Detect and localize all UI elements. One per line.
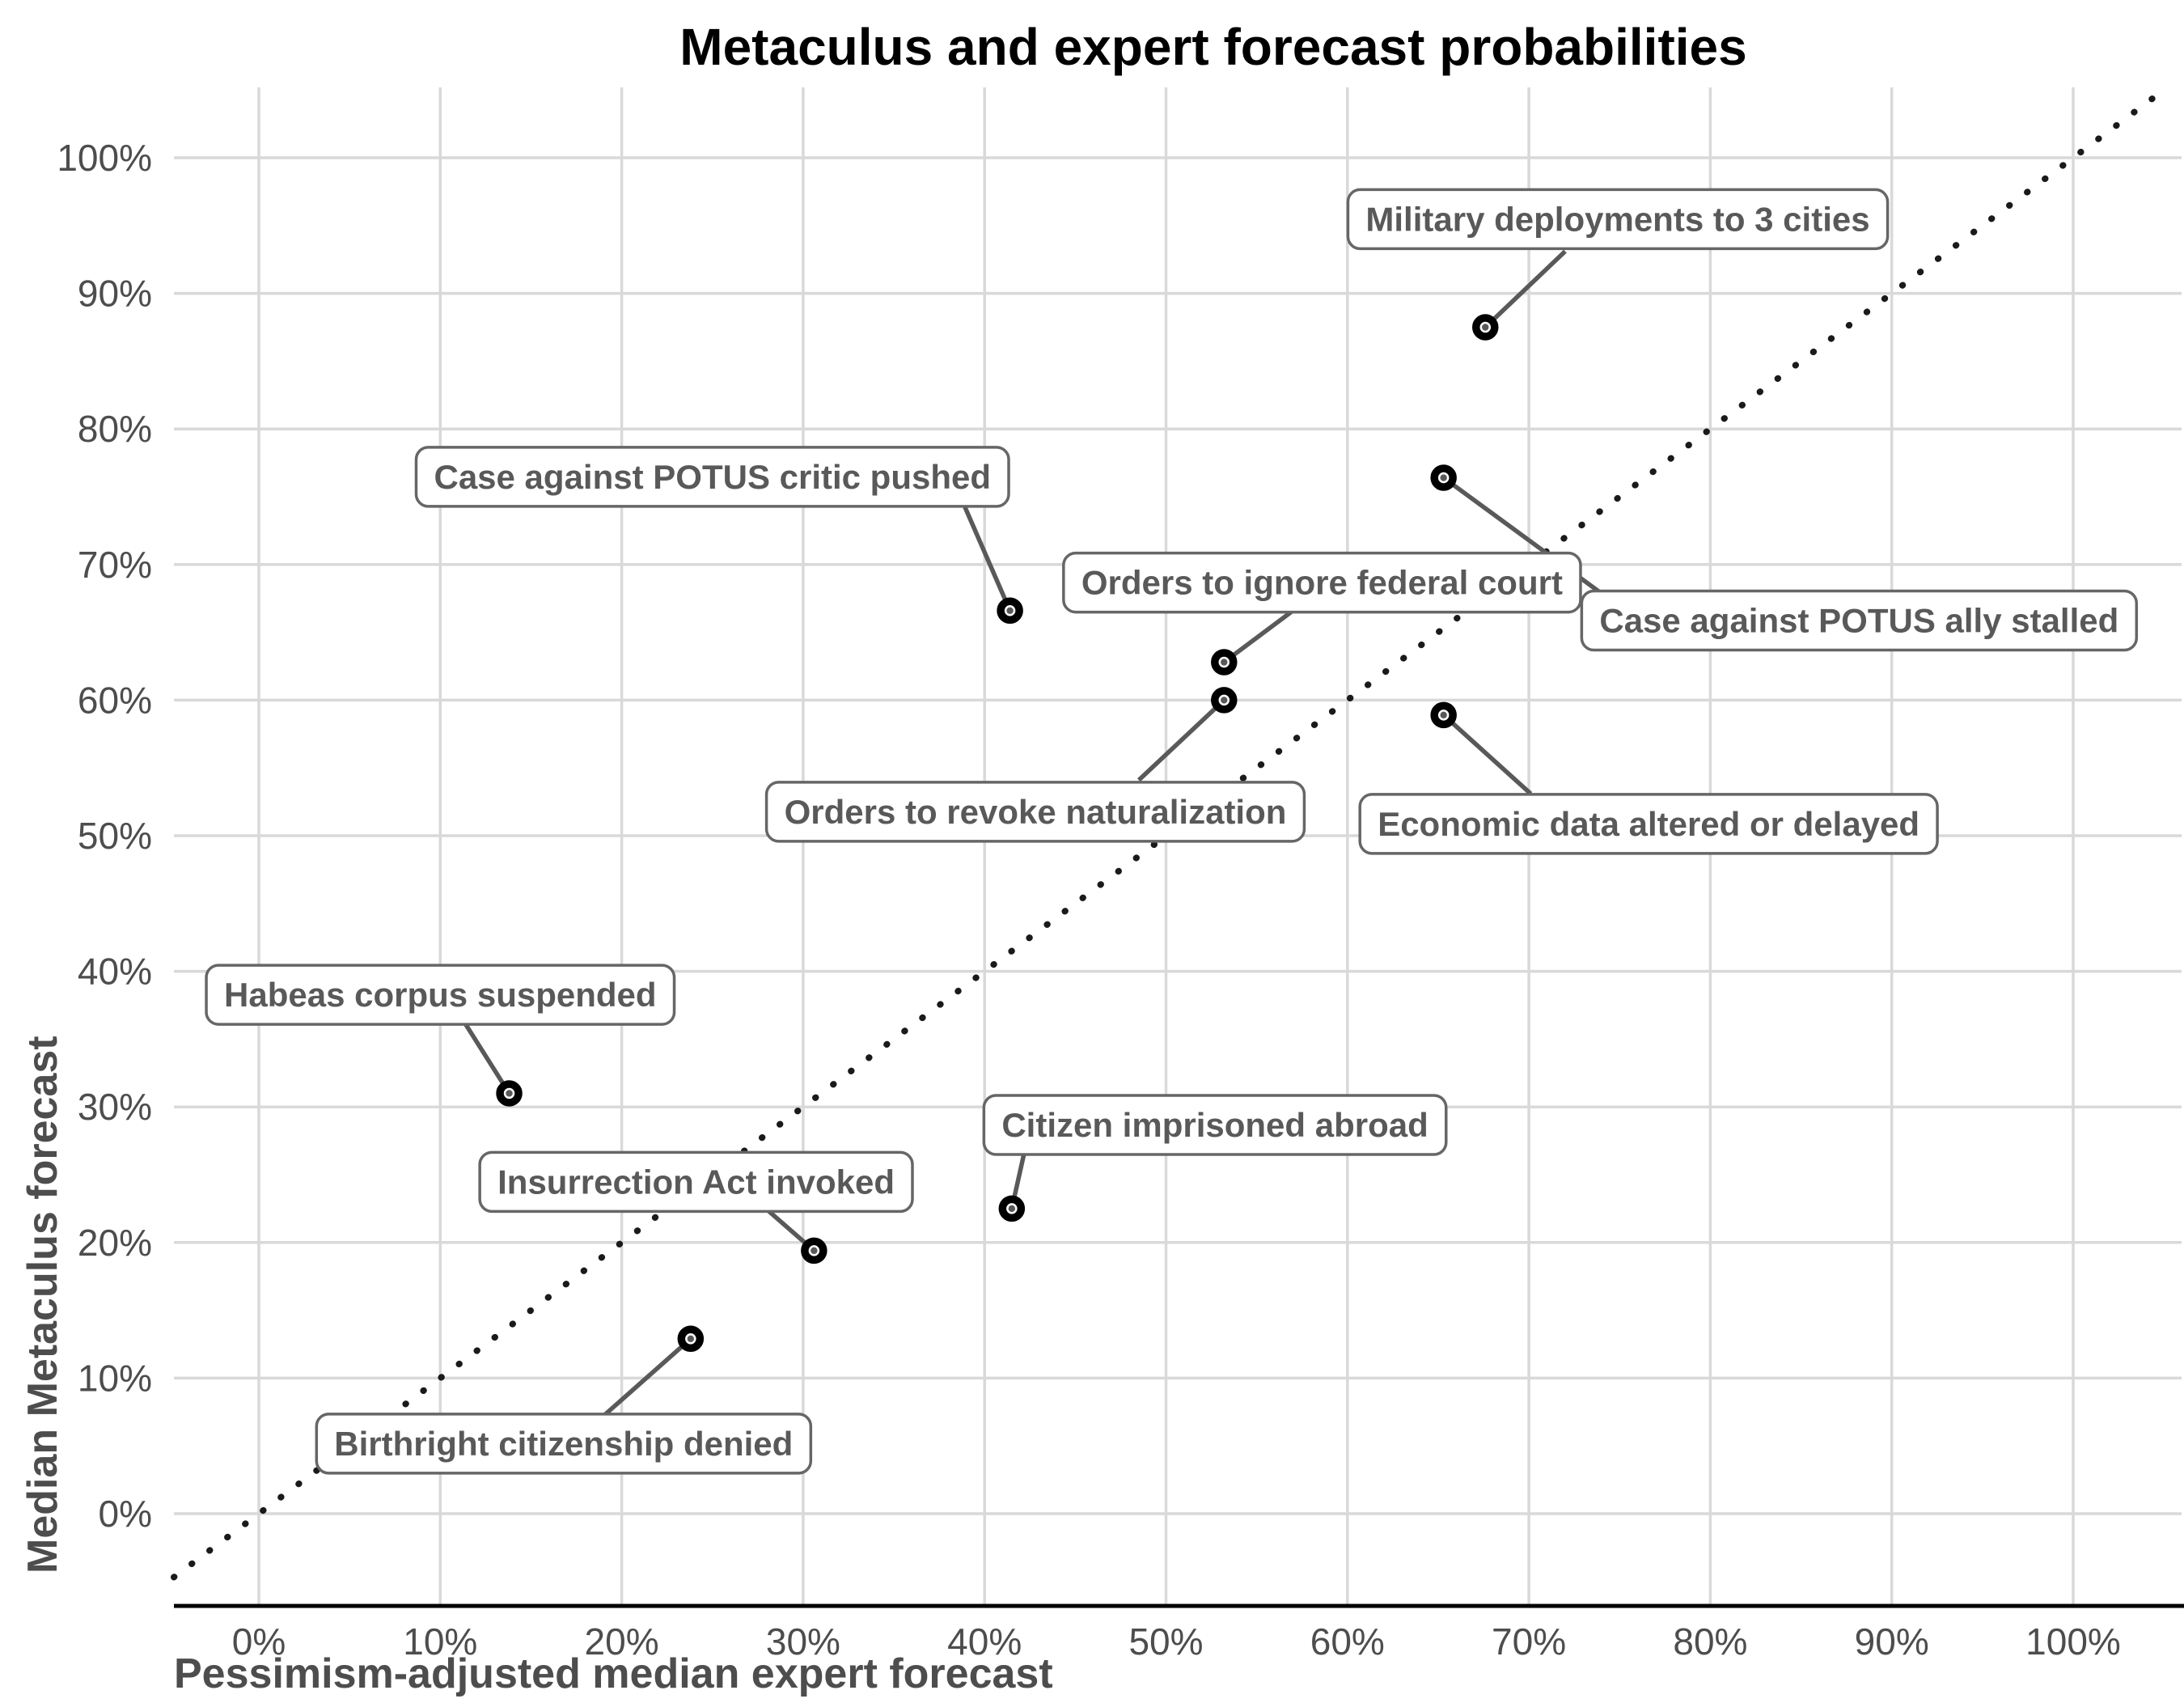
leader-line [963,502,1009,611]
point-label-text: Birthright citizenship denied [334,1424,794,1463]
point-label-text: Orders to ignore federal court [1081,563,1563,602]
x-axis-title: Pessimism-adjusted median expert forecast [174,1650,1053,1697]
point-label-text: Orders to revoke naturalization [784,792,1287,831]
x-tick-label: 60% [1310,1620,1385,1663]
data-point-center-dot [811,1248,817,1254]
y-tick-label: 0% [98,1493,152,1535]
data-point-center-dot [688,1336,694,1342]
data-point-center-dot [1221,697,1227,703]
point-label-text: Case against POTUS critic pushed [434,457,992,496]
x-tick-label: 10% [403,1620,478,1663]
data-point-center-dot [1482,324,1488,330]
data-point-center-dot [1006,608,1013,614]
x-tick-label: 0% [231,1620,286,1663]
x-tick-label: 90% [1854,1620,1929,1663]
y-tick-label: 80% [77,408,152,451]
y-tick-label: 50% [77,815,152,857]
point-label [1360,794,1937,854]
y-tick-label: 30% [77,1086,152,1129]
x-tick-label: 70% [1492,1620,1567,1663]
y-tick-label: 70% [77,543,152,586]
point-label [1581,591,2136,650]
leader-line [1139,700,1224,780]
point-label [767,782,1305,841]
data-point-center-dot [1440,712,1446,718]
y-axis-title: Median Metaculus forecast [19,1036,66,1574]
point-label-text: Economic data altered or delayed [1378,804,1920,843]
point-label [1348,189,1887,248]
point-labels [206,189,2136,1472]
data-point-center-dot [1440,474,1446,481]
leader-line [1444,715,1531,794]
x-tick-label: 50% [1128,1620,1204,1663]
x-tick-label: 100% [2025,1620,2121,1663]
point-label [206,965,675,1024]
point-label-text: Military deployments to 3 cities [1365,200,1870,239]
y-tick-label: 90% [77,272,152,315]
x-tick-label: 40% [947,1620,1022,1663]
chart-title: Metaculus and expert forecast probabilities [679,18,1747,76]
y-tick-label: 40% [77,950,152,993]
point-label [316,1414,811,1473]
x-tick-label: 20% [584,1620,659,1663]
y-tick-label: 100% [57,137,152,179]
point-label-text: Citizen imprisoned abroad [1001,1105,1428,1144]
y-tick-label: 20% [77,1221,152,1264]
point-label [984,1095,1445,1154]
x-tick-label: 80% [1673,1620,1748,1663]
point-label [416,447,1009,506]
point-label-text: Insurrection Act invoked [497,1163,895,1201]
point-label-text: Case against POTUS ally stalled [1599,601,2119,640]
point-label [1064,553,1581,612]
x-tick-label: 30% [765,1620,840,1663]
data-point-center-dot [1221,659,1227,665]
point-label [480,1152,912,1211]
data-point-center-dot [1009,1205,1015,1212]
point-label-text: Habeas corpus suspended [224,976,657,1015]
y-tick-label: 60% [77,679,152,722]
y-tick-label: 10% [77,1357,152,1400]
leader-line [1485,252,1565,328]
y-tick-labels [57,137,152,1535]
data-point-center-dot [506,1090,512,1096]
